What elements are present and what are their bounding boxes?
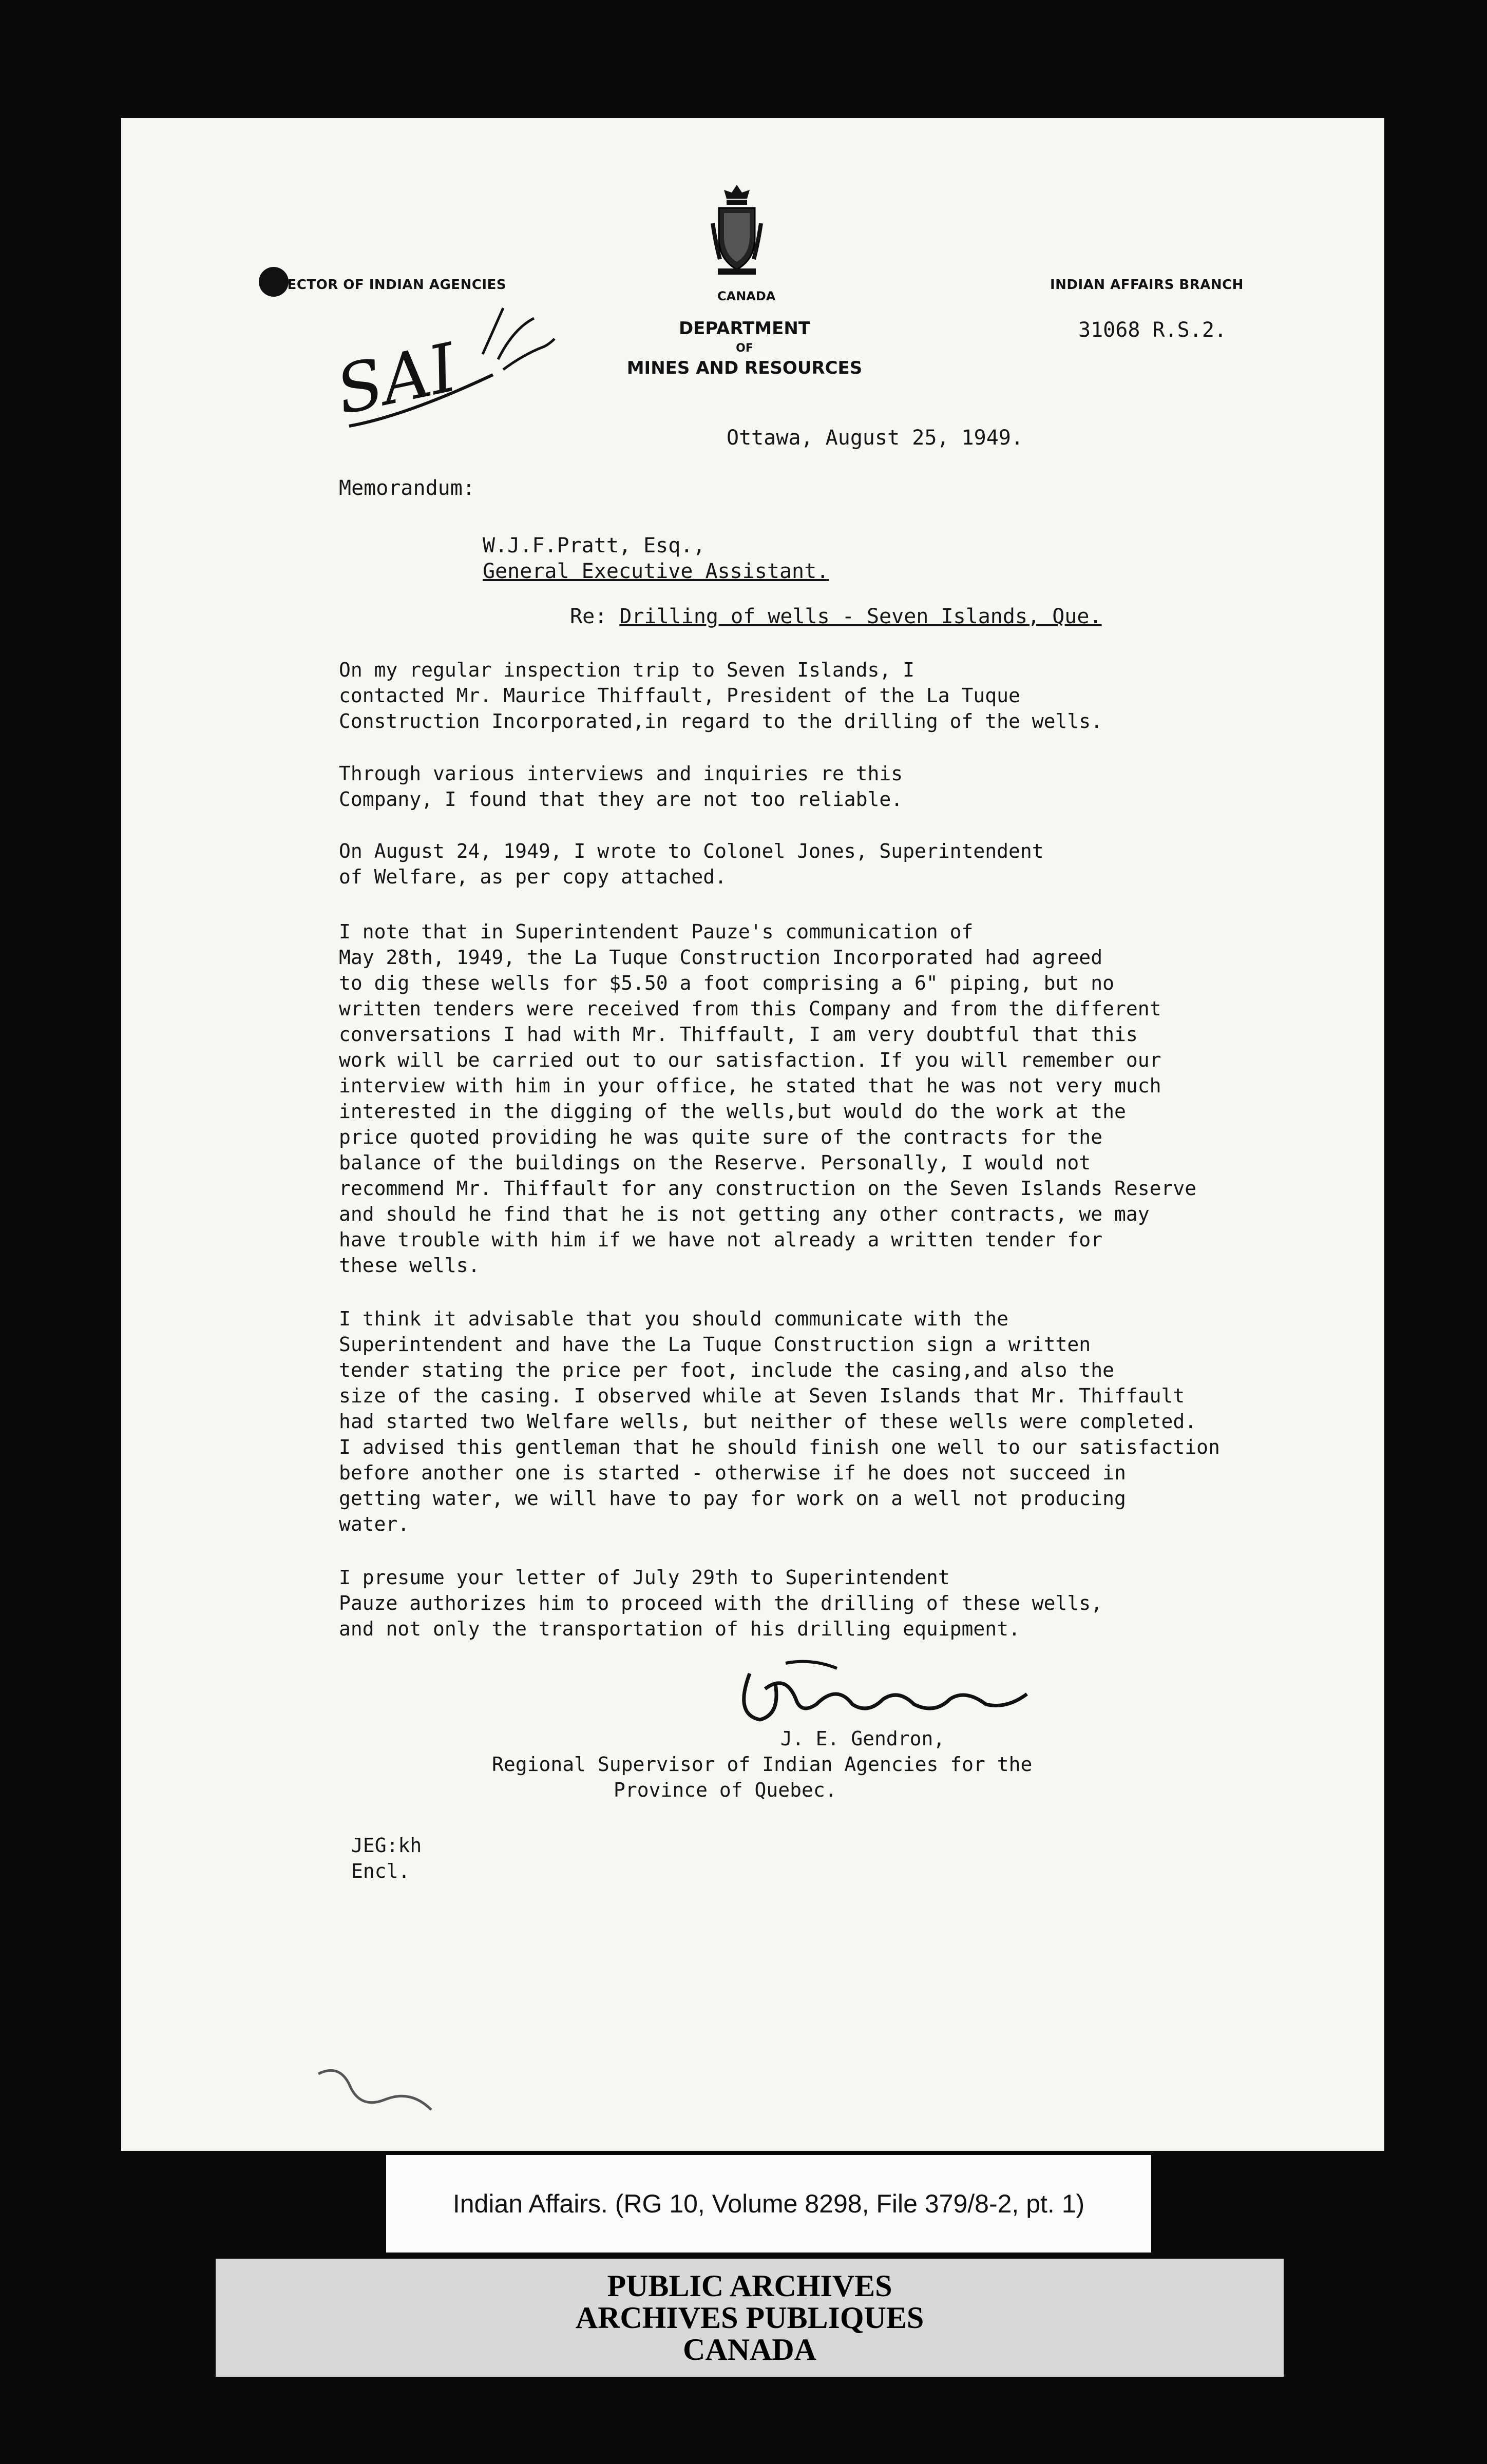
enclosure-note: Encl. xyxy=(351,1860,410,1882)
paragraph-6: I presume your letter of July 29th to Superintendent Pauze authorizes him to proceed with the drilling of these wells, and not only the transportation of his drilling equipment. xyxy=(339,1566,1103,1640)
paragraph-1: On my regular inspection trip to Seven Islands, I contacted Mr. Maurice Thiffault, President of the La Tuque Construction Incorporated,in regard to the drilling of the wells. xyxy=(339,659,1103,733)
subject-prefix: Re: xyxy=(570,605,620,628)
letterhead-right-heading: INDIAN AFFAIRS BRANCH xyxy=(1050,277,1244,293)
paragraph-3: On August 24, 1949, I wrote to Colonel Jones, Superintendent of Welfare, as per copy attached. xyxy=(339,840,1044,888)
paragraph-5: I think it advisable that you should communicate with the Superintendent and have the La Tuque Construction sign a written tender stating the price per foot, include the casing,and also the size of the casing. I observed while at Seven Islands that Mr. Thiffault had started two Welfare wells, but neither of these wells were completed. I advised this gentleman that he should finish one well to our satisfaction before another one is started - otherwise if he does not succeed in getting water, we will have to pay for work on a well not producing water. xyxy=(339,1307,1220,1535)
letterhead-left-heading: PECTOR OF INDIAN AGENCIES xyxy=(277,277,507,293)
paragraph-4: I note that in Superintendent Pauze's communication of May 28th, 1949, the La Tuque Construction Incorporated had agreed to dig these wells for $5.50 a foot comprising a 6" piping, but no written tenders were received from this Company and from the different conversations I had with Mr. Thiffault, I am very doubtful that this work will be carried out to our satisfaction. If you will remember our interview with him in your office, he stated that he was not very much interested in the digging of the wells,but would do the work at the price quoted providing he was quite sure of the contracts for the balance of the buildings on the Reserve. Personally, I would not recommend Mr. Thiffault for any construction on the Seven Islands Reserve and should he find that he is not getting any other contracts, we may have trouble with him if we have not already a written tender for these wells. xyxy=(339,920,1197,1277)
typist-initials: JEG:kh xyxy=(351,1834,422,1857)
archive-stamp-line-2: ARCHIVES PUBLIQUES xyxy=(575,2301,924,2335)
paragraph-2: Through various interviews and inquiries re this Company, I found that they are not too reliable. xyxy=(339,762,903,811)
handwritten-note-text: SAI xyxy=(329,328,464,430)
archive-stamp-line-1: PUBLIC ARCHIVES xyxy=(607,2269,892,2303)
letterhead-country: CANADA xyxy=(717,289,776,303)
letterhead-department xyxy=(590,318,899,378)
file-reference: 31068 R.S.2. xyxy=(1078,318,1227,342)
signatory-title: Regional Supervisor of Indian Agencies for the xyxy=(492,1753,1033,1776)
signatory-province: Province of Quebec. xyxy=(614,1779,837,1801)
dept-line-2: OF xyxy=(736,342,753,355)
archive-stamp xyxy=(216,2259,1284,2377)
memorandum-label: Memorandum: xyxy=(339,476,475,500)
archive-caption: Indian Affairs. (RG 10, Volume 8298, File 379/8-2, pt. 1) xyxy=(386,2155,1151,2253)
addressee-title: General Executive Assistant. xyxy=(483,560,829,583)
addressee-name: W.J.F.Pratt, Esq., xyxy=(483,534,706,557)
handwritten-annotation xyxy=(329,298,565,447)
margin-scribble xyxy=(308,2053,462,2130)
subject-line xyxy=(570,605,1102,628)
signatory-name: J. E. Gendron, xyxy=(780,1727,945,1750)
subject-text: Drilling of wells - Seven Islands, Que. xyxy=(619,605,1102,628)
handwritten-signature xyxy=(719,1653,1078,1735)
letter-date: Ottawa, August 25, 1949. xyxy=(727,426,1023,450)
archive-stamp-line-3: CANADA xyxy=(683,2333,816,2366)
canada-coat-of-arms-icon xyxy=(709,182,765,280)
dept-line-3: MINES AND RESOURCES xyxy=(626,358,863,378)
dept-line-1: DEPARTMENT xyxy=(678,318,811,339)
